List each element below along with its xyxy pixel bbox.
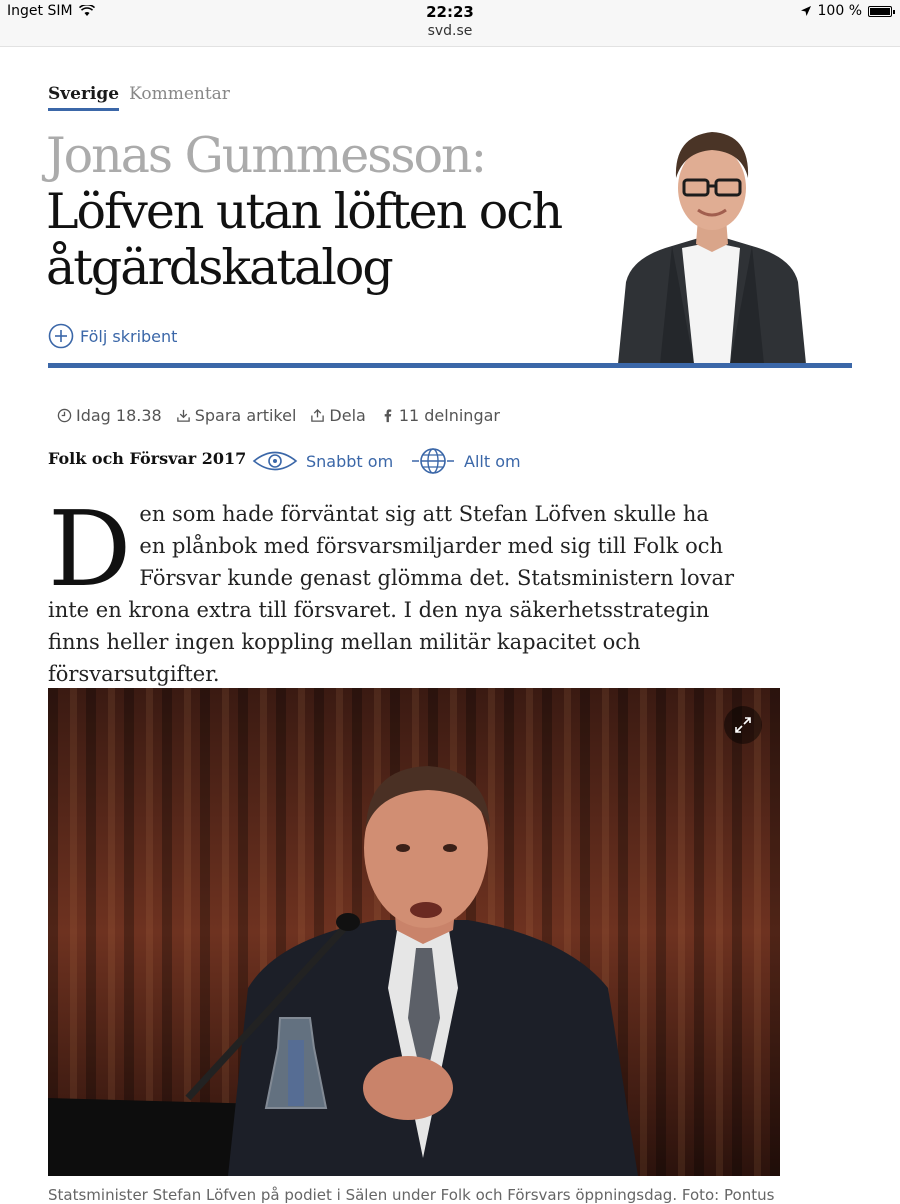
follow-author-button[interactable] bbox=[48, 323, 177, 349]
share-label: Dela bbox=[329, 406, 366, 425]
photo-caption: Statsminister Stefan Löfven på podiet i Sälen under Folk och Försvars öppningsdag. Foto: Pontus bbox=[48, 1186, 775, 1204]
facebook-shares-label: 11 delningar bbox=[398, 406, 500, 425]
location-arrow-icon bbox=[800, 5, 812, 17]
lead-paragraph bbox=[48, 488, 738, 690]
topic-row bbox=[48, 446, 748, 476]
article-photo-image bbox=[48, 688, 780, 1176]
publish-time bbox=[57, 406, 162, 425]
author-portrait bbox=[612, 122, 812, 364]
save-article-button[interactable] bbox=[176, 406, 297, 425]
section-link[interactable]: Sverige bbox=[48, 84, 119, 111]
battery-percent: 100 % bbox=[817, 3, 862, 19]
status-right bbox=[800, 3, 892, 19]
article-type-label: Kommentar bbox=[129, 84, 230, 104]
facebook-shares-button[interactable] bbox=[380, 406, 500, 425]
download-icon bbox=[176, 408, 191, 423]
battery-icon bbox=[868, 6, 892, 17]
article-meta bbox=[57, 406, 500, 425]
lead-text: en som hade förväntat sig att Stefan Löfven skulle ha en plånbok med försvarsmiljarder med sig till Folk och Försvar kunde genast glömma det. Statsministern lovar inte en krona extra till försvaret. I den nya säkerhetsstrategin finns heller ingen koppling mellan militär kapacitet och försvarsutgifter. bbox=[48, 502, 735, 686]
carrier-label: Inget SIM bbox=[7, 3, 73, 19]
headline-title-line-2: åtgärdskatalog bbox=[46, 239, 392, 296]
battery-fill bbox=[870, 8, 890, 15]
quick-about-label: Snabbt om bbox=[306, 451, 394, 471]
drop-cap: D bbox=[48, 488, 132, 610]
topic-tag[interactable]: Folk och Försvar 2017 bbox=[48, 449, 247, 468]
headline bbox=[46, 128, 606, 296]
address-bar-url[interactable]: svd.se bbox=[427, 23, 473, 39]
share-icon bbox=[310, 408, 325, 423]
eye-icon bbox=[252, 446, 298, 476]
save-article-label: Spara artikel bbox=[194, 406, 297, 425]
publish-time-label: Idag 18.38 bbox=[76, 406, 162, 425]
status-time: 22:23 bbox=[426, 3, 474, 21]
share-button[interactable] bbox=[310, 406, 365, 425]
quick-about-link[interactable] bbox=[252, 446, 393, 476]
facebook-icon bbox=[380, 408, 395, 423]
expand-photo-button[interactable] bbox=[724, 706, 762, 744]
article-photo[interactable] bbox=[48, 688, 780, 1176]
follow-author-label: Följ skribent bbox=[80, 326, 178, 346]
ios-status-bar bbox=[0, 0, 900, 47]
headline-title-line-1: Löfven utan löften och bbox=[46, 183, 562, 240]
clock-icon bbox=[57, 408, 72, 423]
plus-circle-icon bbox=[48, 323, 74, 349]
all-about-label: Allt om bbox=[464, 451, 521, 471]
category-nav bbox=[48, 84, 230, 111]
expand-icon bbox=[734, 716, 752, 734]
globe-icon bbox=[410, 446, 456, 476]
headline-author: Jonas Gummesson: bbox=[46, 127, 486, 184]
header-divider bbox=[48, 363, 852, 368]
all-about-link[interactable] bbox=[410, 446, 521, 476]
